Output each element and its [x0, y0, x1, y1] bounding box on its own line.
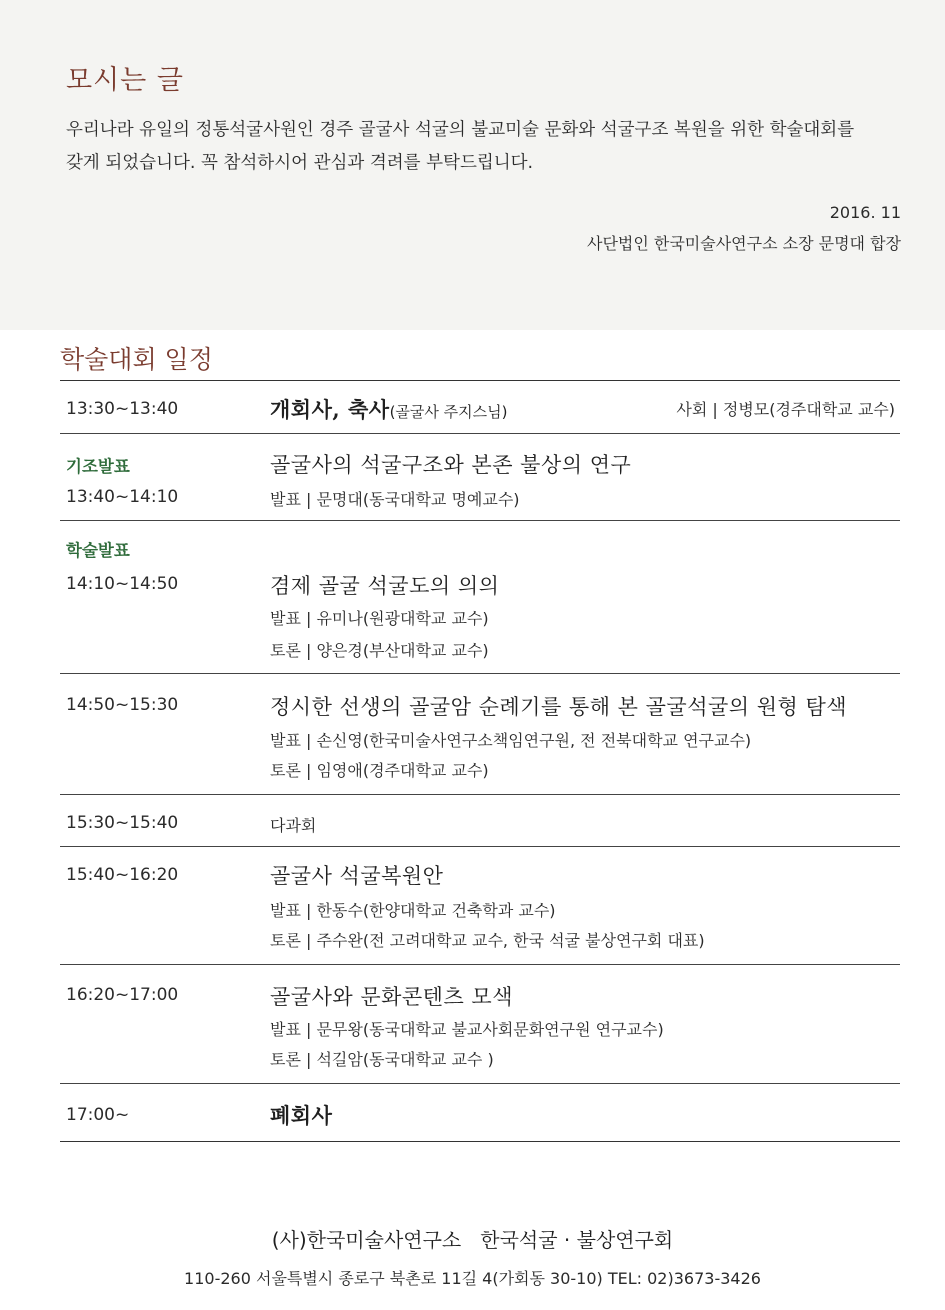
tea-time: 15:30~15:40: [66, 813, 179, 833]
opening-time: 13:30~13:40: [66, 399, 179, 419]
invitation-signer: 사단법인 한국미술사연구소 소장 문명대 합장: [586, 234, 901, 253]
divider: [60, 794, 900, 795]
keynote-title: 골굴사의 석굴구조와 본존 불상의 연구: [270, 453, 632, 477]
footer-organization: (사)한국미술사연구소 한국석굴 · 불상연구회: [271, 1228, 674, 1252]
opening-title: [270, 394, 507, 424]
divider: [60, 673, 900, 674]
schedule-bottom-divider: [60, 1141, 900, 1142]
session-2-title: 정시한 선생의 골굴암 순례기를 통해 본 골굴석굴의 원형 탐색: [270, 695, 848, 719]
academic-section-label: 학술발표: [66, 541, 130, 560]
session-4-presenter: 발표 | 문무왕(동국대학교 불교사회문화연구원 연구교수): [270, 1020, 664, 1039]
schedule-heading: 학술대회 일정: [60, 345, 213, 374]
session-3-title: 골굴사 석굴복원안: [270, 864, 444, 888]
session-2-presenter: 발표 | 손신영(한국미술사연구소책임연구원, 전 전북대학교 연구교수): [270, 731, 752, 750]
session-3-time: 15:40~16:20: [66, 865, 179, 885]
session-4-time: 16:20~17:00: [66, 985, 179, 1005]
divider: [60, 433, 900, 434]
keynote-section-label: 기조발표: [66, 457, 130, 476]
invitation-heading: 모시는 글: [66, 65, 184, 96]
invitation-text-line-2: 갖게 되었습니다. 꼭 참석하시어 관심과 격려를 부탁드립니다.: [66, 153, 534, 173]
closing-title: 폐회사: [270, 1103, 333, 1128]
invitation-text-line-1: 우리나라 유일의 정통석굴사원인 경주 골굴사 석굴의 불교미술 문화와 석굴구조 복원을 위한 학술대회를: [66, 120, 855, 140]
session-1-time: 14:10~14:50: [66, 574, 179, 594]
footer-address: 110-260 서울특별시 종로구 북촌로 11길 4(가회동 30-10) TEL: 02)3673-3426: [184, 1269, 761, 1288]
divider: [60, 964, 900, 965]
invitation-date: 2016. 11: [829, 203, 901, 222]
session-1-presenter: 발표 | 유미나(원광대학교 교수): [270, 609, 489, 628]
closing-time: 17:00~: [66, 1105, 130, 1125]
schedule-top-divider: [60, 380, 900, 381]
opening-title-text: 개회사, 축사: [270, 397, 390, 422]
session-1-title: 겸제 골굴 석굴도의 의의: [270, 574, 500, 598]
divider: [60, 520, 900, 521]
session-4-title: 골굴사와 문화콘텐츠 모색: [270, 985, 513, 1009]
session-1-discussant: 토론 | 양은경(부산대학교 교수): [270, 641, 489, 660]
keynote-presenter: 발표 | 문명대(동국대학교 명예교수): [270, 490, 520, 509]
session-4-discussant: 토론 | 석길암(동국대학교 교수 ): [270, 1050, 494, 1069]
keynote-time: 13:40~14:10: [66, 487, 179, 507]
tea-title: 다과회: [270, 816, 317, 835]
session-3-discussant: 토론 | 주수완(전 고려대학교 교수, 한국 석굴 불상연구회 대표): [270, 931, 705, 950]
opening-moderator: 사회 | 정병모(경주대학교 교수): [676, 400, 895, 419]
session-3-presenter: 발표 | 한동수(한양대학교 건축학과 교수): [270, 901, 556, 920]
session-2-time: 14:50~15:30: [66, 695, 179, 715]
session-2-discussant: 토론 | 임영애(경주대학교 교수): [270, 761, 489, 780]
opening-note: (골굴사 주지스님): [389, 403, 508, 421]
divider: [60, 846, 900, 847]
divider: [60, 1083, 900, 1084]
